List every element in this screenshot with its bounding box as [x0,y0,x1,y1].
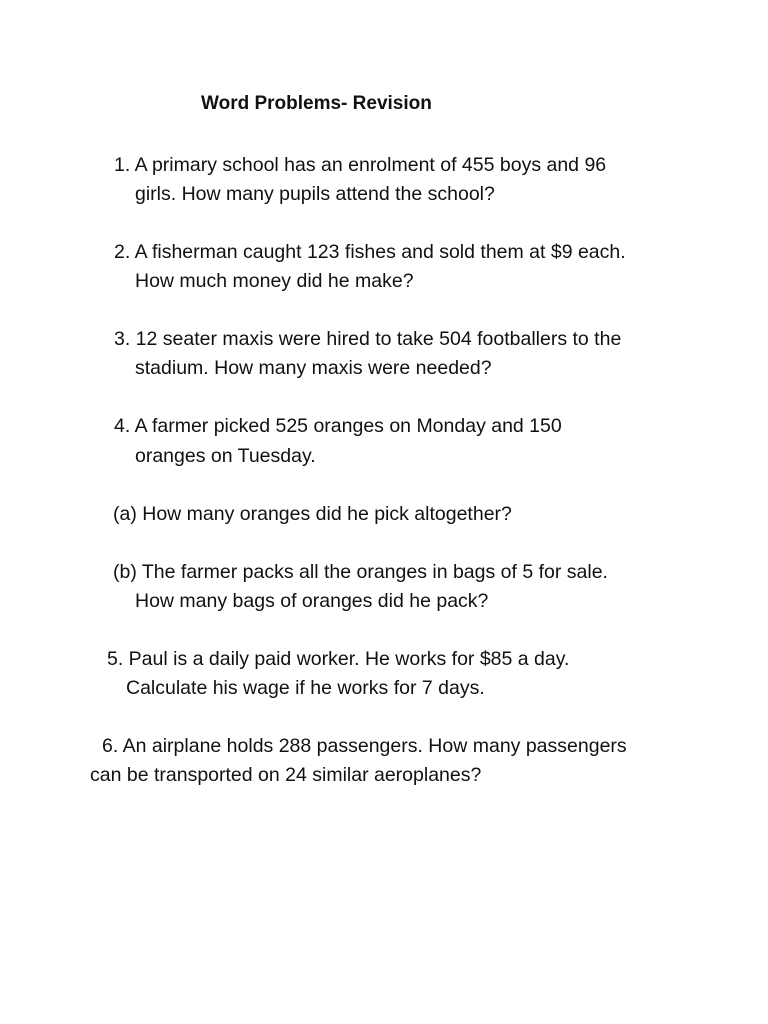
question-1-line-1: 1. A primary school has an enrolment of 455 boys and 96 [114,154,607,176]
question-4-line-1: 4. A farmer picked 525 oranges on Monday and 150 [114,415,562,437]
question-6-line-2: can be transported on 24 similar aeroplanes? [90,764,482,786]
question-5-line-2: Calculate his wage if he works for 7 days. [126,677,485,699]
question-4-line-2: oranges on Tuesday. [135,445,316,467]
question-6-line-1: 6. An airplane holds 288 passengers. How many passengers [102,735,627,757]
question-4b-line-1: (b) The farmer packs all the oranges in bags of 5 for sale. [113,561,608,583]
question-2-line-1: 2. A fisherman caught 123 fishes and sold them at $9 each. [114,241,626,263]
page-title: Word Problems- Revision [201,93,432,114]
question-3-line-2: stadium. How many maxis were needed? [135,357,492,379]
question-4a-line-1: (a) How many oranges did he pick altogether? [113,503,512,525]
question-2-line-2: How much money did he make? [135,270,414,292]
question-1-line-2: girls. How many pupils attend the school? [135,183,495,205]
question-3-line-1: 3. 12 seater maxis were hired to take 504 footballers to the [114,328,622,350]
question-4b-line-2: How many bags of oranges did he pack? [135,590,489,612]
question-5-line-1: 5. Paul is a daily paid worker. He works for $85 a day. [107,648,570,670]
